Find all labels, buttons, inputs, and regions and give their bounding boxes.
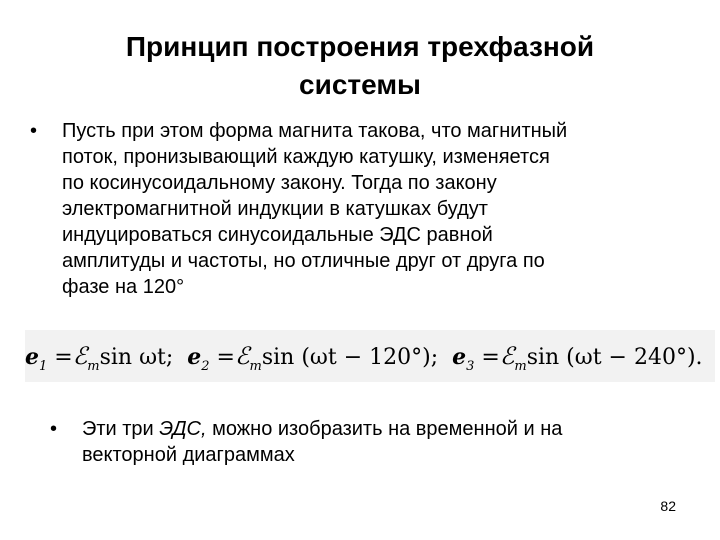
formula-amplitude-subscript: m [87, 359, 100, 374]
formula-amplitude: ℰ [499, 342, 515, 370]
slide-title: Принцип построения трехфазной системы [125, 31, 595, 100]
bullet-text: Пусть при этом форма магнита такова, что магнитный поток, пронизывающий каждую катушку, изменяется по косинусоидальному закону. Тогда по закону электромагнитной индукции в катушках будут индуцироваться синусоидальные ЭДС равной амплитуды и частоты, но отличные друг от друга по фазе на 120° [62, 120, 568, 298]
formula-variable: e [25, 344, 39, 370]
bullet-text-part: можно изобразить на временной и на векторной диаграммах [82, 418, 563, 466]
formula-rhs: sin (ωt − 120°); [261, 345, 439, 370]
bullet-marker: • [30, 120, 38, 142]
formula-amplitude: ℰ [234, 342, 250, 370]
page-number: 82 [660, 498, 676, 514]
formula-variable: e [187, 344, 202, 370]
emf-formulas [25, 330, 715, 382]
formula-e2 [187, 342, 439, 374]
formula-subscript: 3 [466, 359, 475, 374]
formula-variable: e [452, 344, 467, 370]
bullet-text [82, 416, 690, 468]
formula-rhs: sin (ωt − 240°). [526, 345, 703, 370]
formula-subscript: 2 [201, 359, 210, 374]
bullet-text-emphasis: ЭДС, [159, 418, 207, 440]
formula-amplitude-subscript: m [249, 359, 262, 374]
formula-equals: = [481, 345, 500, 370]
formula-rhs: sin ωt; [99, 345, 174, 370]
formula-equals: = [54, 345, 73, 370]
bullet-emf-description [30, 118, 690, 300]
formula-e3 [452, 342, 703, 374]
bullet-text-part: Эти три [82, 418, 160, 440]
formula-amplitude: ℰ [72, 342, 88, 370]
formula-e1 [25, 342, 174, 374]
bullet-diagrams [50, 416, 690, 468]
formula-amplitude-subscript: m [514, 359, 527, 374]
formula-equals: = [216, 345, 235, 370]
formula-subscript: 1 [39, 359, 48, 374]
bullet-marker: • [50, 418, 58, 440]
